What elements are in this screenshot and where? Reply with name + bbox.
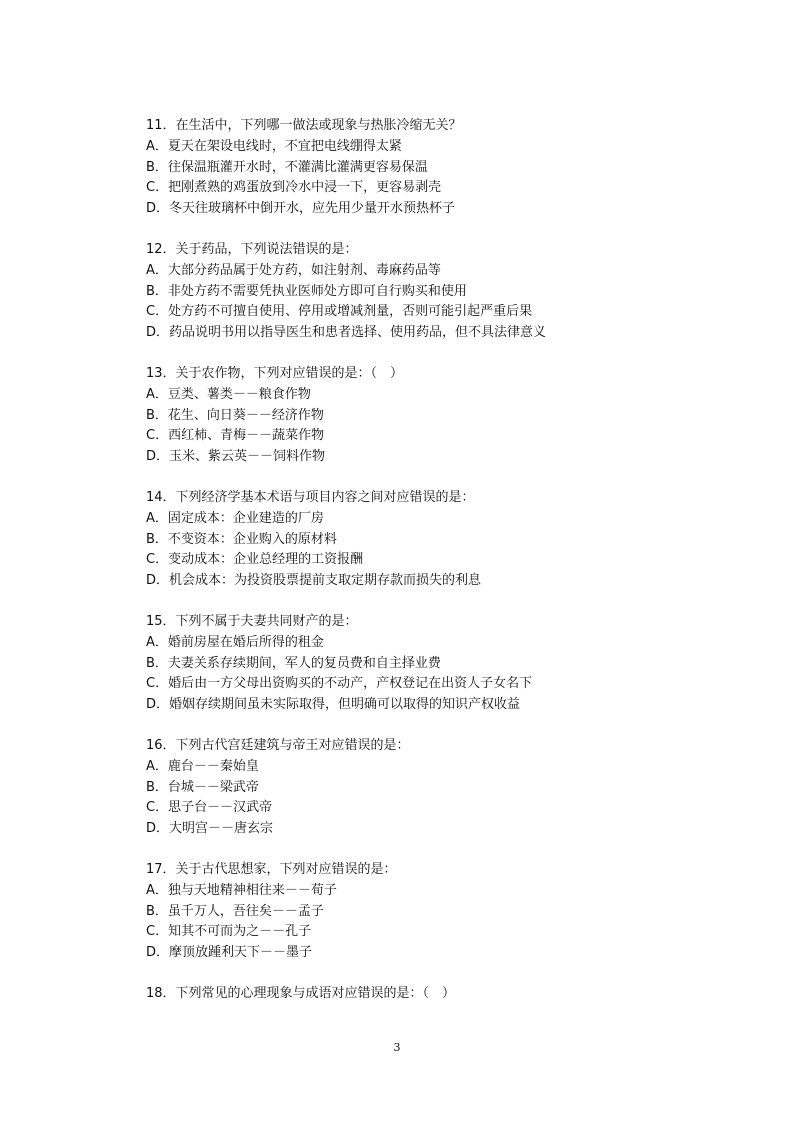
option-a: A．固定成本：企业建造的厂房 bbox=[146, 510, 324, 526]
option-c: C．把刚煮熟的鸡蛋放到冷水中浸一下，更容易剥壳 bbox=[146, 180, 442, 196]
option-b: B．往保温瓶灌开水时，不灌满比灌满更容易保温 bbox=[146, 159, 428, 175]
question-14 bbox=[146, 488, 666, 592]
question-title: 11．在生活中，下列哪一做法或现象与热胀冷缩无关？ bbox=[146, 118, 462, 133]
option-b: B．不变资本：企业购入的原材料 bbox=[146, 531, 337, 547]
option-b: B．夫妻关系存续期间，军人的复员费和自主择业费 bbox=[146, 655, 441, 671]
question-title: 15．下列不属于夫妻共同财产的是： bbox=[146, 613, 358, 629]
option-a: A．婚前房屋在婚后所得的租金 bbox=[146, 634, 324, 650]
question-16 bbox=[146, 736, 666, 840]
question-title: 18．下列常见的心理现象与成语对应错误的是：（ ） bbox=[146, 985, 456, 1001]
option-a: A．夏天在架设电线时，不宜把电线绷得太紧 bbox=[146, 138, 402, 154]
option-c: C．西红柿、青梅－－蔬菜作物 bbox=[146, 428, 325, 444]
question-title: 16．下列古代宫廷建筑与帝王对应错误的是： bbox=[146, 737, 410, 753]
option-d: D．药品说明书用以指导医生和患者选择、使用药品，但不具法律意义 bbox=[146, 325, 547, 341]
option-b: B．花生、向日葵－－经济作物 bbox=[146, 407, 324, 423]
question-17 bbox=[146, 860, 666, 964]
question-18 bbox=[146, 984, 666, 1005]
question-title: 14．下列经济学基本术语与项目内容之间对应错误的是： bbox=[146, 489, 475, 505]
question-15 bbox=[146, 612, 666, 716]
option-d: D．冬天往玻璃杯中倒开水，应先用少量开水预热杯子 bbox=[146, 201, 456, 217]
option-a: A．鹿台－－秦始皇 bbox=[146, 758, 259, 774]
option-c: C．处方药不可擅自使用、停用或增减剂量，否则可能引起严重后果 bbox=[146, 304, 533, 320]
page-number: 3 bbox=[393, 1041, 401, 1054]
question-12 bbox=[146, 240, 666, 344]
option-c: C．婚后由一方父母出资购买的不动产，产权登记在出资人子女名下 bbox=[146, 676, 533, 692]
option-d: D．大明宫－－唐玄宗 bbox=[146, 821, 274, 837]
question-11 bbox=[146, 116, 666, 220]
question-title: 17．关于古代思想家，下列对应错误的是： bbox=[146, 861, 397, 877]
option-b: B．台城－－梁武帝 bbox=[146, 779, 259, 795]
option-b: B．虽千万人，吾往矣－－孟子 bbox=[146, 903, 324, 919]
option-b: B．非处方药不需要凭执业医师处方即可自行购买和使用 bbox=[146, 283, 467, 299]
option-c: C．思子台－－汉武帝 bbox=[146, 800, 273, 816]
option-d: D．摩顶放踵利天下－－墨子 bbox=[146, 945, 313, 961]
option-c: C．变动成本：企业总经理的工资报酬 bbox=[146, 552, 364, 568]
question-title: 13．关于农作物，下列对应错误的是：（ ） bbox=[146, 365, 404, 381]
question-list bbox=[146, 116, 666, 1025]
question-13 bbox=[146, 364, 666, 468]
option-d: D．婚姻存续期间虽未实际取得，但明确可以取得的知识产权收益 bbox=[146, 697, 521, 713]
question-title: 12．关于药品，下列说法错误的是： bbox=[146, 241, 358, 257]
option-d: D．玉米、紫云英－－饲料作物 bbox=[146, 449, 326, 465]
option-c: C．知其不可而为之－－孔子 bbox=[146, 924, 312, 940]
option-d: D．机会成本：为投资股票提前支取定期存款而损失的利息 bbox=[146, 573, 482, 589]
option-a: A．大部分药品属于处方药，如注射剂、毒麻药品等 bbox=[146, 262, 441, 278]
option-a: A．豆类、薯类－－粮食作物 bbox=[146, 386, 311, 402]
option-a: A．独与天地精神相往来－－荀子 bbox=[146, 882, 337, 898]
